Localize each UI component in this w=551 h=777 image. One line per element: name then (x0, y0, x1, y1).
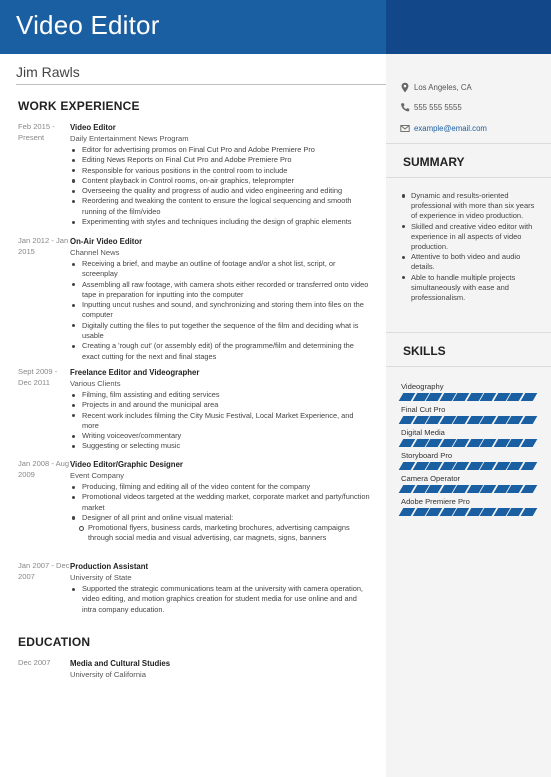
entry-date: Jan 2008 - Aug 2009 (18, 459, 70, 479)
skill-item (401, 497, 541, 516)
bullet-item: Writing voiceover/commentary (70, 431, 370, 441)
summary-heading: SUMMARY (403, 155, 465, 169)
bullet-item: Supported the strategic communications team at the university with camera operation, video editing, and motion graphics creation for student media for use online and and intra company education. (70, 584, 370, 615)
bullet-item: Inputting uncut rushes and sound, and synchronizing and storing them into files on the computer (70, 300, 370, 321)
entry-org: Daily Entertainment News Program (70, 134, 189, 143)
entry-org: University of State (70, 573, 132, 582)
contact-text: Los Angeles, CA (414, 83, 472, 92)
skill-rating-segment (521, 508, 538, 516)
bullet-item: Filming, film assisting and editing services (70, 390, 370, 400)
entry-role: Video Editor (70, 123, 116, 132)
sidebar-divider (386, 366, 551, 367)
skill-rating-segment (521, 462, 538, 470)
skill-name: Camera Operator (401, 474, 461, 483)
entry-sub-bullets (78, 523, 370, 544)
entry-role: Video Editor/Graphic Designer (70, 460, 183, 469)
entry-bullets (70, 584, 370, 615)
entry-role: Freelance Editor and Videographer (70, 368, 200, 377)
skill-rating-bar (401, 485, 535, 493)
education-heading: EDUCATION (18, 635, 91, 649)
bullet-item: Receiving a brief, and maybe an outline of footage and/or a shot list, script, or screenplay (70, 259, 370, 280)
skill-rating-segment (521, 393, 538, 401)
entry-org: Event Company (70, 471, 125, 480)
skill-rating-bar (401, 416, 535, 424)
entry-role: Production Assistant (70, 562, 149, 571)
skill-rating-segment (521, 416, 538, 424)
summary-item: Dynamic and results-oriented professional with more than six years of experience in video production. (400, 191, 540, 222)
bullet-item: Editing News Reports on Final Cut Pro and Adobe Premiere Pro (70, 155, 370, 165)
entry-org: University of California (70, 670, 146, 679)
skill-item (401, 474, 541, 493)
bullet-item: Producing, filming and editing all of the video content for the company (70, 482, 370, 492)
entry-date: Jan 2012 - Jan 2015 (18, 236, 69, 256)
entry-date: Jan 2007 - Dec 2007 (18, 561, 70, 581)
skill-name: Adobe Premiere Pro (401, 497, 470, 506)
bullet-item: Projects in and around the municipal area (70, 400, 370, 410)
entry-bullets (70, 482, 370, 523)
contact-location (400, 82, 550, 94)
skill-rating-bar (401, 393, 535, 401)
summary-item: Able to handle multiple projects simultaneously with ease and professionalism. (400, 273, 540, 304)
bullet-item: Recent work includes filming the City Music Festival, Local Market Experience, and more (70, 411, 370, 432)
skill-rating-bar (401, 508, 535, 516)
bullet-item: Content playback in Control rooms, on-air graphics, teleprompter (70, 176, 370, 186)
entry-bullets (70, 259, 370, 362)
resume-title: Video Editor (16, 10, 160, 40)
header-banner-accent (386, 0, 551, 54)
work-experience-heading: WORK EXPERIENCE (18, 99, 140, 113)
bullet-item: Designer of all print and online visual material: (70, 513, 370, 523)
bullet-item: Overseeing the quality and progress of audio and video engineering and editing (70, 186, 370, 196)
email-icon (400, 123, 410, 134)
bullet-item: Promotional videos targeted at the wedding market, corporate market and party/function market (70, 492, 370, 513)
sub-bullet-item: Promotional flyers, business cards, marketing brochures, advertising campaigns through social media and visual advertising, car magnets, signs, banners (78, 523, 370, 544)
entry-org: Various Clients (70, 379, 121, 388)
skills-heading: SKILLS (403, 344, 446, 358)
skill-name: Videography (401, 382, 444, 391)
name-divider (16, 84, 386, 85)
entry-date: Dec 2007 (18, 658, 51, 667)
location-pin-icon (400, 82, 410, 93)
skill-rating-bar (401, 462, 535, 470)
sidebar-divider (386, 177, 551, 178)
bullet-item: Assembling all raw footage, with camera shots either recorded or transferred onto video tape in preparation for inputting into the computer (70, 280, 370, 301)
candidate-name: Jim Rawls (16, 64, 80, 80)
skill-name: Final Cut Pro (401, 405, 446, 414)
skill-name: Storyboard Pro (401, 451, 453, 460)
skill-rating-segment (521, 485, 538, 493)
entry-role: Media and Cultural Studies (70, 659, 171, 668)
bullet-item: Creating a 'rough cut' (or assembly edit) of the programme/film and determining the exact cutting for the next and final stages (70, 341, 370, 362)
skill-item (401, 405, 541, 424)
skill-rating-bar (401, 439, 535, 447)
entry-role: On-Air Video Editor (70, 237, 143, 246)
entry-bullets (70, 390, 370, 452)
entry-bullets (70, 145, 370, 227)
bullet-item: Responsible for various positions in the control room to include (70, 166, 370, 176)
contact-email[interactable] (400, 123, 550, 135)
phone-icon (400, 102, 410, 113)
summary-list (400, 191, 540, 303)
skill-name: Digital Media (401, 428, 445, 437)
bullet-item: Digitally cutting the files to put together the sequence of the film and deciding what is usable (70, 321, 370, 342)
bullet-item: Reordering and tweaking the content to ensure the logical sequencing and smooth running of the film/video (70, 196, 370, 217)
sidebar-divider (386, 332, 551, 333)
summary-item: Skilled and creative video editor with experience in all aspects of video production. (400, 222, 540, 253)
contact-phone (400, 102, 550, 114)
entry-date: Feb 2015 - Present (18, 122, 55, 142)
sidebar-divider (386, 143, 551, 144)
summary-item: Attentive to both video and audio details. (400, 252, 540, 272)
bullet-item: Suggesting or selecting music (70, 441, 370, 451)
entry-org: Channel News (70, 248, 120, 257)
email-link[interactable]: example@email.com (414, 124, 487, 133)
skill-rating-segment (521, 439, 538, 447)
bullet-item: Editor for advertising promos on Final Cut Pro and Adobe Premiere Pro (70, 145, 370, 155)
skill-item (401, 428, 541, 447)
skill-item (401, 451, 541, 470)
skill-item (401, 382, 541, 401)
entry-date: Sept 2009 - Dec 2011 (18, 367, 58, 387)
contact-text: 555 555 5555 (414, 103, 462, 112)
bullet-item: Experimenting with styles and techniques including the design of graphic elements (70, 217, 370, 227)
